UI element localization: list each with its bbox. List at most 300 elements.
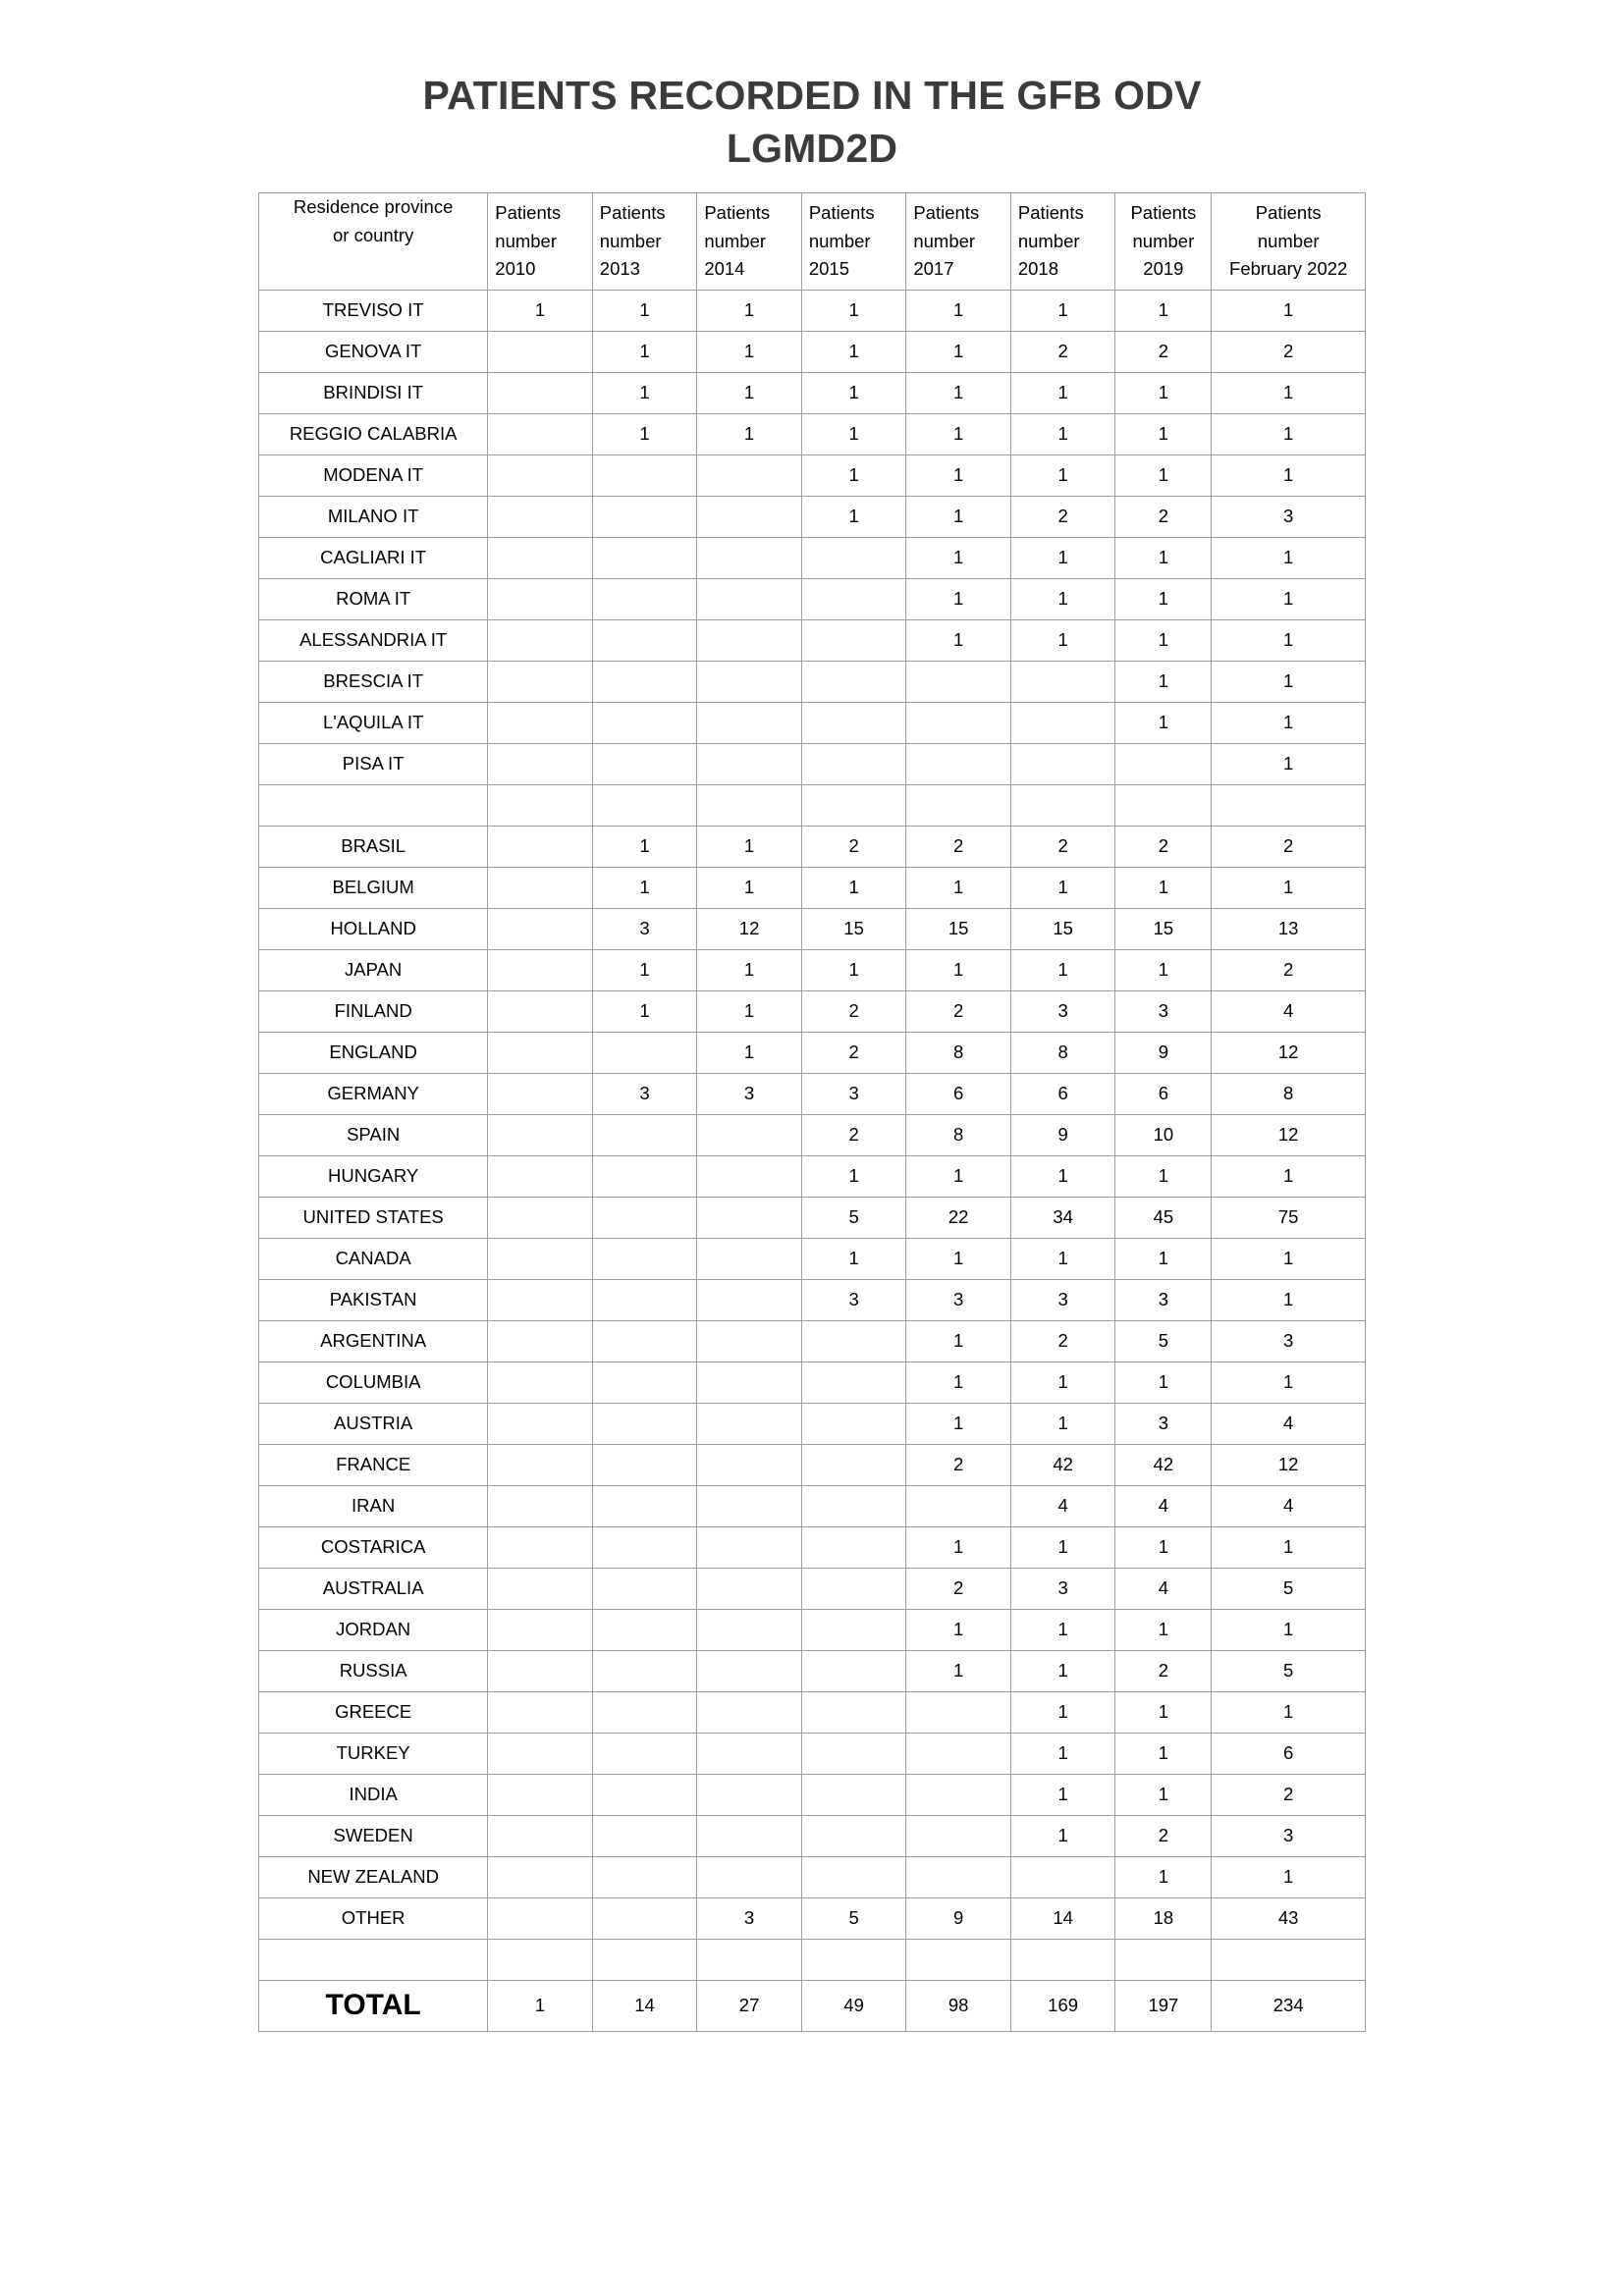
row-value: 1 xyxy=(906,1362,1011,1403)
header-2018-line-3: 2018 xyxy=(1017,258,1059,280)
table-row xyxy=(259,1362,1366,1403)
row-value xyxy=(1010,784,1115,826)
row-value xyxy=(592,1568,697,1609)
row-value: 1 xyxy=(801,949,906,990)
row-value xyxy=(488,1733,593,1774)
row-value: 1 xyxy=(1115,1526,1212,1568)
row-value: 3 xyxy=(906,1279,1011,1320)
row-value xyxy=(592,1155,697,1197)
row-value: 1 xyxy=(906,1650,1011,1691)
row-value: 1 xyxy=(1010,1650,1115,1691)
row-value xyxy=(906,702,1011,743)
row-value xyxy=(592,743,697,784)
table-row xyxy=(259,496,1366,537)
row-value: 18 xyxy=(1115,1897,1212,1939)
row-value: 2 xyxy=(1212,1774,1366,1815)
header-2017-line-1: Patients xyxy=(913,201,980,223)
row-value xyxy=(801,784,906,826)
row-value: 1 xyxy=(1115,372,1212,413)
total-value: 49 xyxy=(801,1980,906,2031)
row-value xyxy=(697,454,802,496)
table-row xyxy=(259,290,1366,331)
row-value: 1 xyxy=(1212,413,1366,454)
row-value xyxy=(592,454,697,496)
row-value: 1 xyxy=(1212,619,1366,661)
row-label: BRINDISI IT xyxy=(259,372,488,413)
row-value xyxy=(801,1568,906,1609)
total-value: 234 xyxy=(1212,1980,1366,2031)
header-residence-line-1: Residence province xyxy=(293,196,454,218)
row-value: 1 xyxy=(801,454,906,496)
row-label: INDIA xyxy=(259,1774,488,1815)
row-value xyxy=(488,1362,593,1403)
table-row xyxy=(259,1650,1366,1691)
row-value: 2 xyxy=(1115,826,1212,867)
row-value xyxy=(488,1485,593,1526)
row-value xyxy=(592,537,697,578)
row-value xyxy=(592,619,697,661)
table-row xyxy=(259,1444,1366,1485)
row-value: 2 xyxy=(906,1444,1011,1485)
row-value: 1 xyxy=(697,372,802,413)
row-value: 1 xyxy=(1115,290,1212,331)
row-value: 2 xyxy=(906,826,1011,867)
row-value: 5 xyxy=(1212,1568,1366,1609)
row-value xyxy=(697,1650,802,1691)
row-value xyxy=(1115,1939,1212,1980)
row-value: 1 xyxy=(1212,290,1366,331)
row-value: 1 xyxy=(906,1320,1011,1362)
table-row xyxy=(259,413,1366,454)
row-value xyxy=(488,1939,593,1980)
row-value: 1 xyxy=(1115,702,1212,743)
row-value: 1 xyxy=(801,1238,906,1279)
row-value xyxy=(801,702,906,743)
page-title-line-1: PATIENTS RECORDED IN THE GFB ODV xyxy=(422,73,1202,118)
row-value: 2 xyxy=(1115,1650,1212,1691)
row-value: 1 xyxy=(592,949,697,990)
row-value: 3 xyxy=(801,1279,906,1320)
row-value xyxy=(1010,702,1115,743)
row-value: 1 xyxy=(906,1403,1011,1444)
row-value: 1 xyxy=(1212,1238,1366,1279)
row-value: 10 xyxy=(1115,1114,1212,1155)
row-value: 5 xyxy=(1115,1320,1212,1362)
row-value xyxy=(592,661,697,702)
row-label: TURKEY xyxy=(259,1733,488,1774)
row-value: 15 xyxy=(1115,908,1212,949)
header-cell-2013 xyxy=(592,193,697,290)
row-value: 1 xyxy=(801,867,906,908)
row-value xyxy=(697,578,802,619)
row-value xyxy=(906,661,1011,702)
row-value xyxy=(906,1856,1011,1897)
row-value xyxy=(488,372,593,413)
row-value: 5 xyxy=(801,1897,906,1939)
table-row xyxy=(259,1815,1366,1856)
header-cell-2010 xyxy=(488,193,593,290)
row-value: 3 xyxy=(1212,496,1366,537)
row-value xyxy=(801,537,906,578)
row-value: 1 xyxy=(1010,1609,1115,1650)
row-label: NEW ZEALAND xyxy=(259,1856,488,1897)
row-value xyxy=(592,702,697,743)
row-label: GENOVA IT xyxy=(259,331,488,372)
row-value: 3 xyxy=(1010,1279,1115,1320)
row-value xyxy=(697,1362,802,1403)
table-row xyxy=(259,908,1366,949)
row-value: 3 xyxy=(1115,1279,1212,1320)
row-value: 1 xyxy=(906,537,1011,578)
row-value xyxy=(697,1238,802,1279)
row-value xyxy=(697,1609,802,1650)
row-label: JORDAN xyxy=(259,1609,488,1650)
row-value: 15 xyxy=(1010,908,1115,949)
row-value xyxy=(801,1609,906,1650)
row-value: 12 xyxy=(697,908,802,949)
row-value xyxy=(697,743,802,784)
row-value xyxy=(801,1939,906,1980)
row-value: 1 xyxy=(906,619,1011,661)
row-value xyxy=(488,1897,593,1939)
row-value: 12 xyxy=(1212,1114,1366,1155)
row-value: 1 xyxy=(1212,1609,1366,1650)
row-value: 1 xyxy=(1010,1155,1115,1197)
total-value: 98 xyxy=(906,1980,1011,2031)
row-value xyxy=(488,1691,593,1733)
row-value xyxy=(801,1362,906,1403)
row-value xyxy=(488,1320,593,1362)
header-cell-february-2022 xyxy=(1212,193,1366,290)
row-value xyxy=(488,1197,593,1238)
row-value: 3 xyxy=(592,908,697,949)
row-value xyxy=(697,1485,802,1526)
row-value: 1 xyxy=(1115,413,1212,454)
row-label xyxy=(259,1939,488,1980)
table-row xyxy=(259,1279,1366,1320)
row-value: 1 xyxy=(1115,454,1212,496)
header-2013-line-2: number xyxy=(599,230,662,251)
row-value xyxy=(801,1774,906,1815)
row-value: 1 xyxy=(1010,1526,1115,1568)
table-row xyxy=(259,1568,1366,1609)
row-label: OTHER xyxy=(259,1897,488,1939)
row-value xyxy=(697,702,802,743)
row-value xyxy=(592,1485,697,1526)
row-value: 1 xyxy=(1115,537,1212,578)
row-value: 1 xyxy=(1010,1403,1115,1444)
header-2017-line-3: 2017 xyxy=(913,258,954,280)
patients-table xyxy=(258,192,1366,2031)
row-value: 1 xyxy=(906,578,1011,619)
row-value xyxy=(592,496,697,537)
row-value xyxy=(592,1444,697,1485)
row-value: 75 xyxy=(1212,1197,1366,1238)
header-residence-line-2: or country xyxy=(333,224,414,245)
row-value xyxy=(697,619,802,661)
row-label: RUSSIA xyxy=(259,1650,488,1691)
row-value: 1 xyxy=(697,413,802,454)
row-value: 1 xyxy=(1010,1362,1115,1403)
row-value xyxy=(906,1774,1011,1815)
row-value: 6 xyxy=(906,1073,1011,1114)
row-value: 1 xyxy=(1115,867,1212,908)
header-2013-line-3: 2013 xyxy=(599,258,640,280)
header-cell-2018 xyxy=(1010,193,1115,290)
row-value xyxy=(488,826,593,867)
row-value: 6 xyxy=(1010,1073,1115,1114)
row-value xyxy=(488,1815,593,1856)
row-value: 2 xyxy=(1212,949,1366,990)
row-value: 1 xyxy=(1212,1362,1366,1403)
row-value: 1 xyxy=(801,413,906,454)
row-value: 1 xyxy=(906,496,1011,537)
row-value: 1 xyxy=(1212,537,1366,578)
row-value xyxy=(488,413,593,454)
row-value xyxy=(906,1939,1011,1980)
table-total-row xyxy=(259,1980,1366,2031)
table-row xyxy=(259,1733,1366,1774)
row-value: 42 xyxy=(1010,1444,1115,1485)
row-label: ALESSANDRIA IT xyxy=(259,619,488,661)
total-value: 14 xyxy=(592,1980,697,2031)
row-value: 4 xyxy=(1115,1568,1212,1609)
row-value xyxy=(488,1609,593,1650)
table-row xyxy=(259,1485,1366,1526)
table-row xyxy=(259,1856,1366,1897)
row-value: 15 xyxy=(801,908,906,949)
row-value: 1 xyxy=(1212,743,1366,784)
row-value xyxy=(592,1733,697,1774)
row-value: 4 xyxy=(1212,990,1366,1032)
header-2014-line-3: 2014 xyxy=(704,258,745,280)
row-value: 1 xyxy=(1212,1856,1366,1897)
row-value: 1 xyxy=(1010,949,1115,990)
header-2010-line-2: number xyxy=(495,230,558,251)
row-value: 1 xyxy=(906,1526,1011,1568)
row-value: 1 xyxy=(906,413,1011,454)
row-label: TREVISO IT xyxy=(259,290,488,331)
row-value: 1 xyxy=(1010,454,1115,496)
row-value xyxy=(592,1691,697,1733)
row-value xyxy=(801,1650,906,1691)
row-value xyxy=(488,331,593,372)
row-value: 3 xyxy=(697,1073,802,1114)
row-value: 1 xyxy=(1115,1362,1212,1403)
table-row xyxy=(259,578,1366,619)
row-value xyxy=(801,661,906,702)
row-label: JAPAN xyxy=(259,949,488,990)
table-row xyxy=(259,826,1366,867)
row-value: 12 xyxy=(1212,1444,1366,1485)
row-value xyxy=(592,1815,697,1856)
row-value: 1 xyxy=(1115,1774,1212,1815)
table-row xyxy=(259,1197,1366,1238)
row-value: 5 xyxy=(801,1197,906,1238)
row-value: 45 xyxy=(1115,1197,1212,1238)
table-row xyxy=(259,1114,1366,1155)
row-value xyxy=(697,1403,802,1444)
row-value: 12 xyxy=(1212,1032,1366,1073)
table-row xyxy=(259,1320,1366,1362)
row-value: 6 xyxy=(1212,1733,1366,1774)
row-value xyxy=(592,1114,697,1155)
header-2015-line-3: 2015 xyxy=(808,258,849,280)
table-row xyxy=(259,990,1366,1032)
row-value: 3 xyxy=(592,1073,697,1114)
row-value: 34 xyxy=(1010,1197,1115,1238)
row-value: 1 xyxy=(697,990,802,1032)
row-value: 22 xyxy=(906,1197,1011,1238)
row-value xyxy=(592,1197,697,1238)
row-value xyxy=(697,1568,802,1609)
table-row xyxy=(259,1691,1366,1733)
row-value: 1 xyxy=(592,990,697,1032)
row-value: 1 xyxy=(1115,1856,1212,1897)
row-value xyxy=(697,1444,802,1485)
row-value xyxy=(801,619,906,661)
row-value xyxy=(801,1403,906,1444)
table-row xyxy=(259,743,1366,784)
row-value xyxy=(488,990,593,1032)
row-value: 1 xyxy=(1115,1155,1212,1197)
row-label: L'AQUILA IT xyxy=(259,702,488,743)
row-value xyxy=(592,1238,697,1279)
row-label: MILANO IT xyxy=(259,496,488,537)
row-value: 1 xyxy=(592,867,697,908)
row-value xyxy=(697,1691,802,1733)
header-2015-line-2: number xyxy=(808,230,871,251)
row-value xyxy=(906,1815,1011,1856)
row-value xyxy=(488,1032,593,1073)
page-title xyxy=(98,69,1526,175)
row-value xyxy=(592,1939,697,1980)
row-value: 1 xyxy=(906,1609,1011,1650)
row-value xyxy=(697,784,802,826)
row-value: 1 xyxy=(1115,1733,1212,1774)
row-value xyxy=(697,1526,802,1568)
row-value: 1 xyxy=(1115,661,1212,702)
table-row xyxy=(259,867,1366,908)
row-value: 1 xyxy=(1010,1733,1115,1774)
row-value: 1 xyxy=(1212,1279,1366,1320)
header-cell-2014 xyxy=(697,193,802,290)
table-row xyxy=(259,1403,1366,1444)
row-value: 3 xyxy=(1010,1568,1115,1609)
row-value xyxy=(1010,661,1115,702)
row-value: 2 xyxy=(1010,1320,1115,1362)
row-value xyxy=(697,1815,802,1856)
row-value xyxy=(488,454,593,496)
row-value: 1 xyxy=(801,290,906,331)
row-value: 8 xyxy=(1212,1073,1366,1114)
row-value xyxy=(801,1444,906,1485)
row-value: 1 xyxy=(592,413,697,454)
row-label: CANADA xyxy=(259,1238,488,1279)
row-value xyxy=(1115,743,1212,784)
row-value: 1 xyxy=(1212,867,1366,908)
row-value: 1 xyxy=(1010,413,1115,454)
row-value: 2 xyxy=(1010,826,1115,867)
row-value xyxy=(801,1691,906,1733)
row-value xyxy=(592,1650,697,1691)
row-value xyxy=(1010,1939,1115,1980)
header-2018-line-2: number xyxy=(1017,230,1080,251)
header-2017-line-2: number xyxy=(913,230,976,251)
table-row xyxy=(259,372,1366,413)
row-value xyxy=(906,1733,1011,1774)
row-value xyxy=(592,1526,697,1568)
row-value: 43 xyxy=(1212,1897,1366,1939)
row-value xyxy=(592,1403,697,1444)
row-value xyxy=(488,619,593,661)
table-row xyxy=(259,1774,1366,1815)
row-value: 1 xyxy=(697,290,802,331)
row-value: 2 xyxy=(801,990,906,1032)
row-value: 1 xyxy=(697,867,802,908)
table-row xyxy=(259,331,1366,372)
row-value: 2 xyxy=(1115,331,1212,372)
row-value xyxy=(906,743,1011,784)
header-2018-line-1: Patients xyxy=(1017,201,1084,223)
row-value: 2 xyxy=(1115,1815,1212,1856)
row-value: 1 xyxy=(697,331,802,372)
row-label: COLUMBIA xyxy=(259,1362,488,1403)
row-value: 1 xyxy=(697,1032,802,1073)
row-value: 1 xyxy=(1010,1691,1115,1733)
row-value xyxy=(1212,1939,1366,1980)
row-label: AUSTRIA xyxy=(259,1403,488,1444)
table-row xyxy=(259,1897,1366,1939)
header-2013-line-1: Patients xyxy=(599,201,666,223)
row-value xyxy=(488,784,593,826)
row-value xyxy=(592,1609,697,1650)
row-value xyxy=(488,578,593,619)
total-value: 197 xyxy=(1115,1980,1212,2031)
row-value: 1 xyxy=(1212,1155,1366,1197)
row-value xyxy=(801,578,906,619)
row-value xyxy=(488,1238,593,1279)
row-value: 4 xyxy=(1115,1485,1212,1526)
row-value: 15 xyxy=(906,908,1011,949)
table-header xyxy=(259,193,1366,290)
row-label: ARGENTINA xyxy=(259,1320,488,1362)
row-value: 1 xyxy=(906,331,1011,372)
row-value: 1 xyxy=(906,372,1011,413)
row-value xyxy=(488,1114,593,1155)
header-cell-2017 xyxy=(906,193,1011,290)
row-value: 1 xyxy=(1115,1691,1212,1733)
row-value xyxy=(488,661,593,702)
row-value: 8 xyxy=(906,1032,1011,1073)
row-value: 1 xyxy=(1010,1238,1115,1279)
row-value: 2 xyxy=(906,990,1011,1032)
table-row xyxy=(259,702,1366,743)
row-value xyxy=(488,1650,593,1691)
row-value xyxy=(697,1774,802,1815)
row-value: 1 xyxy=(1212,578,1366,619)
header-2014-line-1: Patients xyxy=(704,201,771,223)
row-value xyxy=(488,1073,593,1114)
row-value xyxy=(906,1691,1011,1733)
table-row xyxy=(259,1526,1366,1568)
table-row xyxy=(259,1238,1366,1279)
row-value: 1 xyxy=(1115,949,1212,990)
row-value xyxy=(488,1444,593,1485)
row-value xyxy=(488,537,593,578)
total-value: 169 xyxy=(1010,1980,1115,2031)
row-value: 1 xyxy=(906,1155,1011,1197)
